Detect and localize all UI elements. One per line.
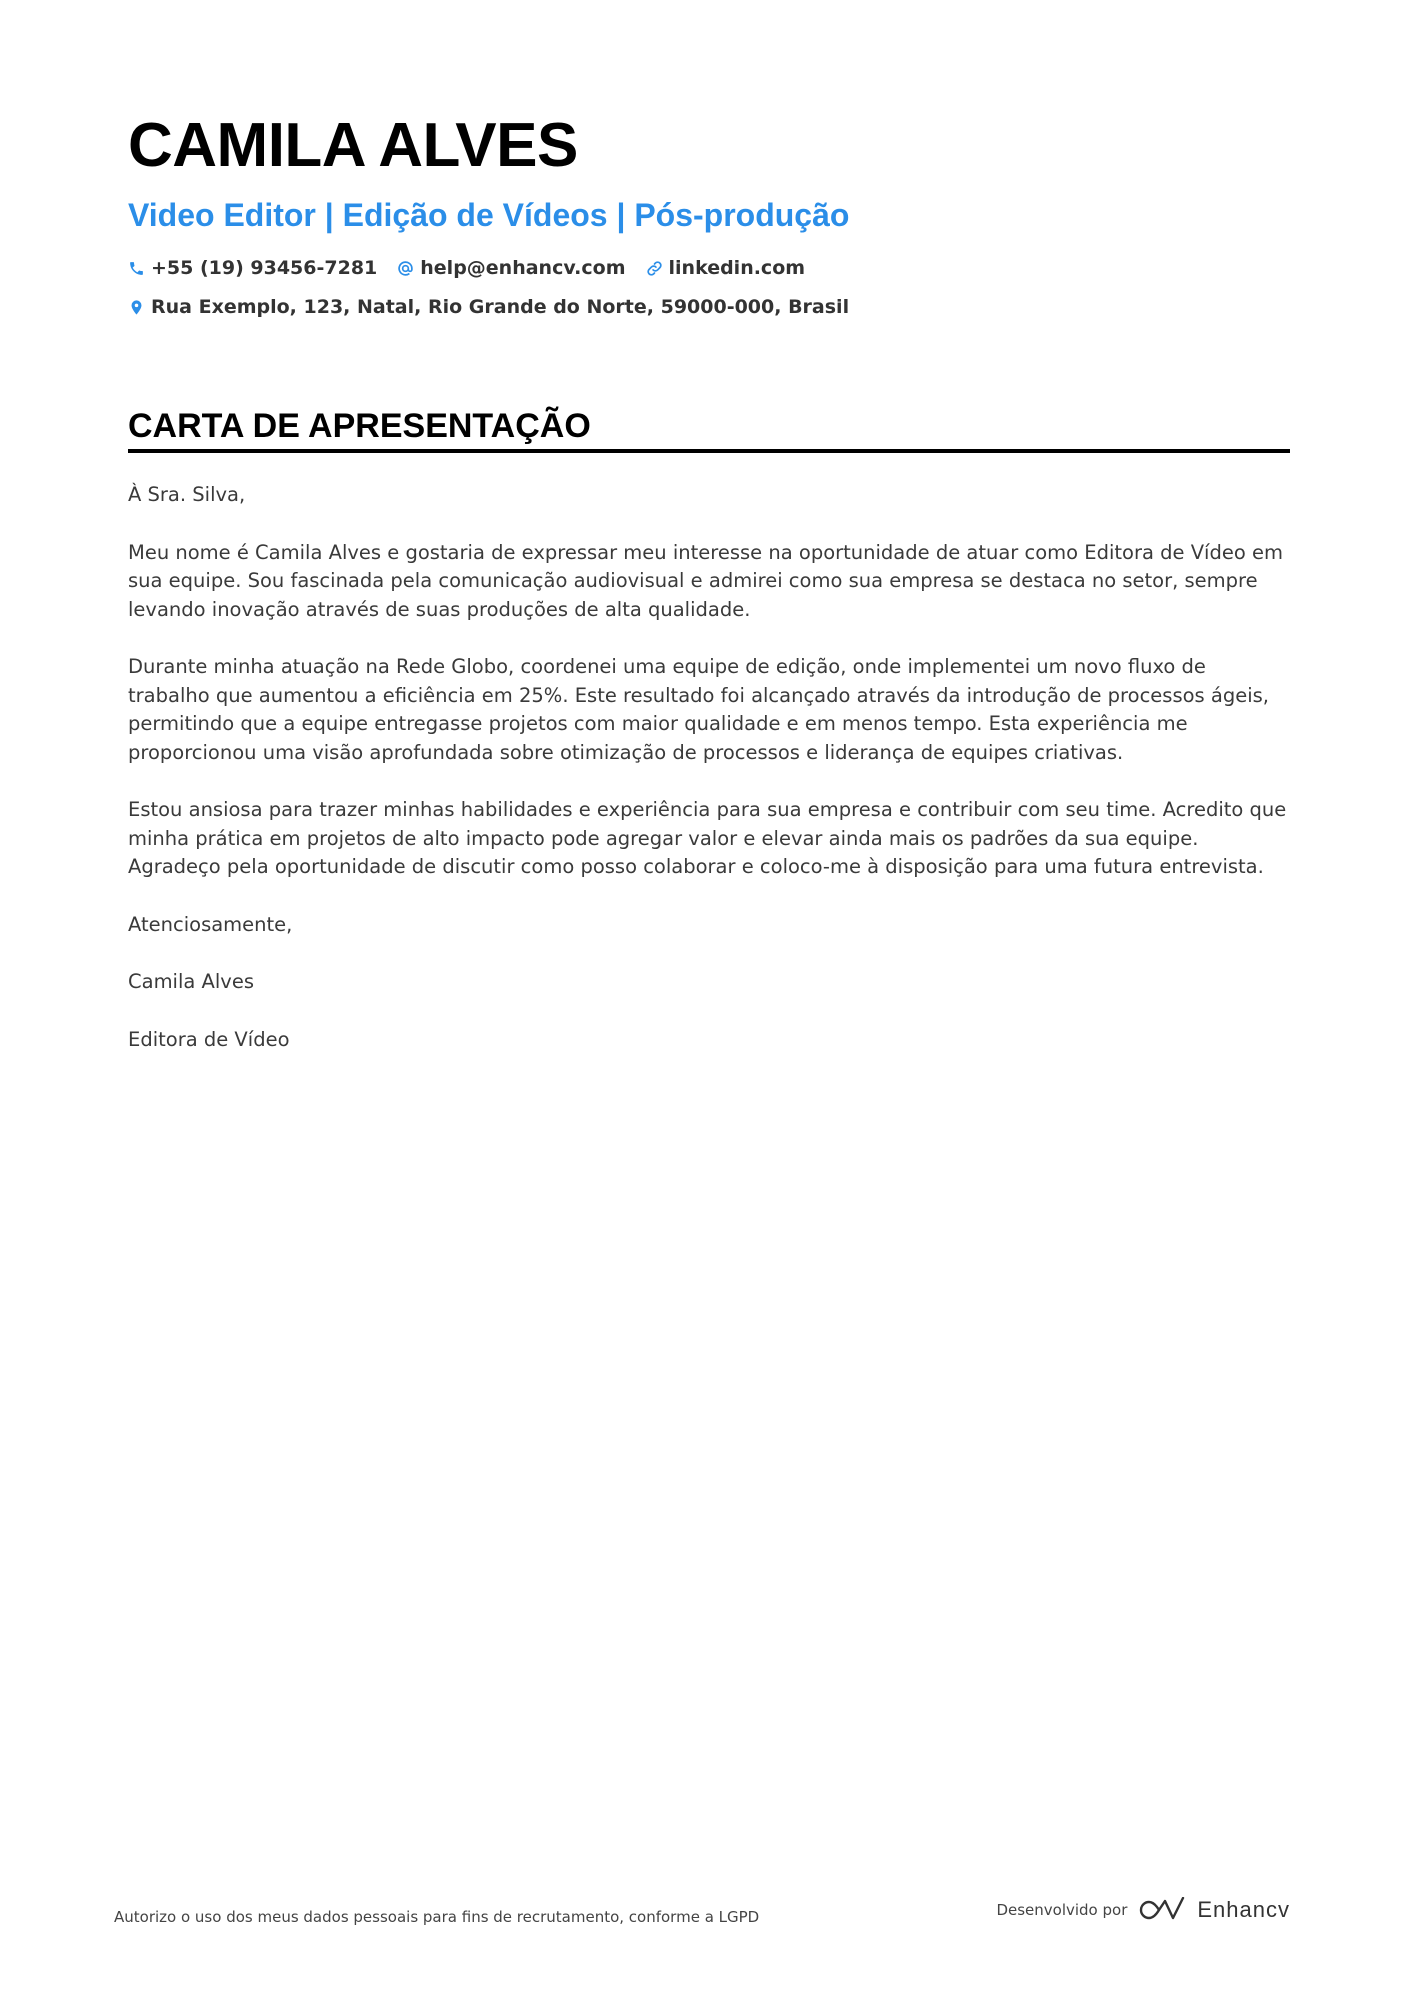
contact-address — [128, 295, 849, 319]
section-title: CARTA DE APRESENTAÇÃO — [128, 405, 1290, 453]
phone-text: +55 (19) 93456-7281 — [151, 257, 378, 279]
link-icon — [646, 260, 663, 277]
powered-by[interactable] — [996, 1897, 1290, 1923]
contact-website[interactable] — [646, 256, 806, 280]
contact-phone — [128, 256, 377, 280]
contact-row-primary — [128, 256, 1290, 280]
letter-paragraph-1: Meu nome é Camila Alves e gostaria de expressar meu interesse na oportunidade de atuar como Editora de Vídeo em sua equipe. Sou fascinada pela comunicação audiovisual e admirei como sua empresa se destaca no setor, sempre levando inovação através de suas produções de alta qualidade. — [128, 540, 1283, 621]
letter-greeting: À Sra. Silva, — [128, 483, 246, 506]
contact-row-secondary — [128, 295, 1290, 319]
cover-letter-section — [128, 405, 1290, 1083]
consent-note: Autorizo o uso dos meus dados pessoais para fins de recrutamento, conforme a LGPD — [114, 1908, 760, 1926]
candidate-subtitle: Video Editor | Edição de Vídeos | Pós-produção — [128, 197, 850, 233]
phone-icon — [128, 260, 145, 277]
letter-body — [128, 481, 1290, 1054]
location-pin-icon — [128, 299, 145, 316]
powered-by-label: Desenvolvido por — [996, 1901, 1128, 1919]
signature-title: Editora de Vídeo — [128, 1027, 290, 1051]
candidate-name: CAMILA ALVES — [128, 111, 578, 180]
at-icon — [397, 260, 414, 277]
contact-email[interactable] — [397, 256, 625, 280]
footer — [114, 1890, 1290, 1930]
letter-paragraph-3: Estou ansiosa para trazer minhas habilidades e experiência para sua empresa e contribuir com seu time. Acredito que minha prática em projetos de alto impacto pode agregar valor e elevar ainda mais os padrões da sua equipe. Agradeço pela oportunidade de discutir como posso colaborar e coloco-me à disposição para uma futura entrevista. — [128, 798, 1287, 878]
address-text: Rua Exemplo, 123, Natal, Rio Grande do Norte, 59000-000, Brasil — [151, 296, 850, 318]
header — [128, 108, 1290, 319]
letter-paragraph-2: Durante minha atuação na Rede Globo, coordenei uma equipe de edição, onde implementei um novo fluxo de trabalho que aumentou a eficiência em 25%. Este resultado foi alcançado através da introdução de processos ágeis, permitindo que a equipe entregasse projetos com maior qualidade e em menos tempo. Esta experiência me proporcionou uma visão aprofundada sobre otimização de processos e liderança de equipes criativas. — [128, 655, 1269, 764]
website-text[interactable]: linkedin.com — [668, 257, 806, 279]
enhancv-logo-icon — [1139, 1897, 1185, 1923]
letter-closing: Atenciosamente, — [128, 912, 293, 936]
signature-name: Camila Alves — [128, 970, 254, 993]
email-text[interactable]: help@enhancv.com — [420, 257, 626, 279]
brand-name: Enhancv — [1197, 1897, 1290, 1922]
